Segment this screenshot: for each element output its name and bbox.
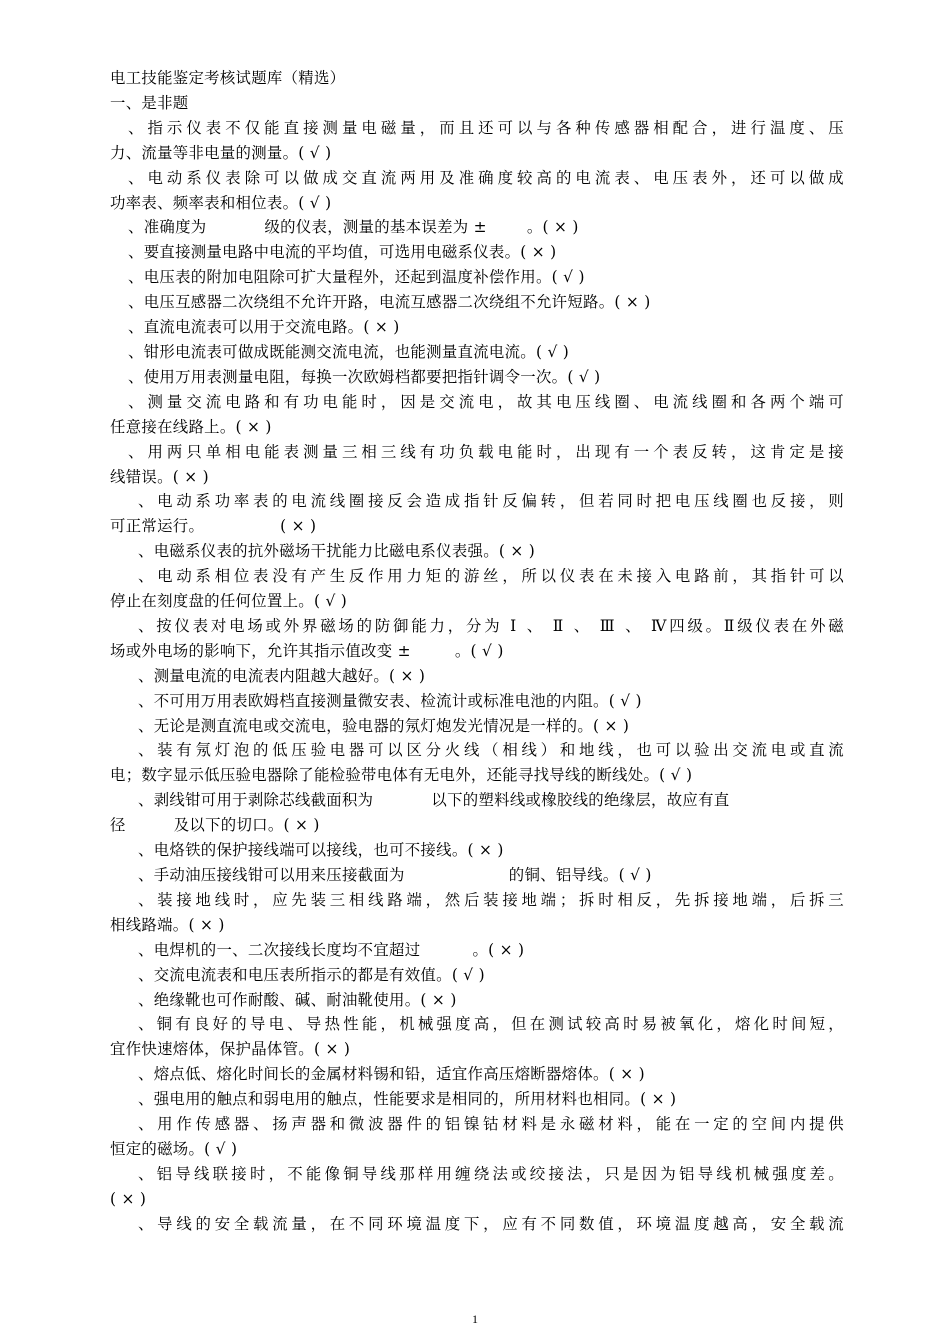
question-20-line-1 <box>110 788 844 813</box>
question-12-part-3: ( × ) <box>280 517 317 536</box>
question-22 <box>110 863 844 888</box>
question-8: 、钳形电流表可做成既能测交流电流，也能测量直流电流。( √ ) <box>128 342 570 361</box>
document-title: 电工技能鉴定考核试题库（精选） <box>110 69 346 87</box>
question-18: 、无论是测直流电或交流电，验电器的氖灯炮发光情况是一样的。( × ) <box>138 716 630 735</box>
question-16: 、测量电流的电流表内阻越大越好。( × ) <box>138 666 426 685</box>
question-15-part-3: 。( √ ) <box>454 641 504 660</box>
question-23-line-1: 、装接地线时，应先装三相线路端，然后装接地端；拆时相反，先拆接地端，后拆三 <box>138 890 844 909</box>
question-29: 、强电用的触点和弱电用的触点，性能要求是相同的，所用材料也相同。( × ) <box>138 1090 677 1109</box>
question-2-line-1: 、电动系仪表除可以做成交直流两用及准确度较高的电流表、电压表外，还可以做成 <box>128 168 844 187</box>
question-14-line-1: 、电动系相位表没有产生反作用力矩的游丝，所以仪表在未接入电路前，其指针可以 <box>138 567 844 586</box>
question-5: 、电压表的附加电阻除可扩大量程外，还起到温度补偿作用。( √ ) <box>128 268 585 287</box>
question-19-line-2: 电；数字显示低压验电器除了能检验带电体有无电外，还能寻找导线的断线处。( √ ) <box>110 766 693 785</box>
question-20-part-4: 及以下的切口。( × ) <box>173 816 320 835</box>
question-23-line-2: 相线路端。( × ) <box>110 915 225 934</box>
question-15-line-2 <box>110 639 844 664</box>
question-30-line-1: 、用作传感器、扬声器和微波器件的铝镍钴材料是永磁材料，能在一定的空间内提供 <box>138 1115 844 1134</box>
question-30-line-2: 恒定的磁场。( √ ) <box>110 1139 238 1158</box>
question-26: 、绝缘靴也可作耐酸、碱、耐油靴使用。( × ) <box>138 990 457 1009</box>
question-27-line-1: 、铜有良好的导电、导热性能，机械强度高，但在测试较高时易被氧化，熔化时间短， <box>138 1015 844 1034</box>
question-9: 、使用万用表测量电阻，每换一次欧姆档都要把指针调令一次。( √ ) <box>128 367 601 386</box>
question-19-line-1: 、装有氖灯泡的低压验电器可以区分火线（相线）和地线，也可以验出交流电或直流 <box>138 741 844 760</box>
question-12-part-2: 可正常运行。 <box>110 517 205 536</box>
question-20-part-1: 、剥线钳可用于剥除芯线截面积为 <box>138 791 374 810</box>
question-24-part-2: 。( × ) <box>472 940 525 959</box>
question-20-part-2: 以下的塑料线或橡胶线的绝缘层，故应有直 <box>431 791 730 810</box>
question-22-part-2: 的铜、铝导线。( √ ) <box>508 866 652 884</box>
section-heading: 一、是非题 <box>110 93 189 112</box>
question-4: 、要直接测量电路中电流的平均值，可选用电磁系仪表。( × ) <box>128 243 557 262</box>
question-22-part-1: 、手动油压接线钳可以用来压接截面为 <box>138 866 405 884</box>
question-1-line-1: 、指示仪表不仅能直接测量电磁量，而且还可以与各种传感器相配合，进行温度、压 <box>128 118 844 137</box>
question-3-part-3: 。( × ) <box>526 218 579 237</box>
document-body <box>110 66 844 1237</box>
question-11-line-2: 线错误。( × ) <box>110 467 209 486</box>
question-24-part-1: 、电焊机的一、二次接线长度均不宜超过 <box>138 940 421 959</box>
question-17: 、不可用万用表欧姆档直接测量微安表、检流计或标准电池的内阻。( √ ) <box>138 691 642 710</box>
question-12-line-1: 、电动系功率表的电流线圈接反会造成指针反偏转，但若同时把电压线圈也反接，则 <box>138 492 844 511</box>
question-3-part-1: 、准确度为 <box>128 218 207 237</box>
question-25: 、交流电流表和电压表所指示的都是有效值。( √ ) <box>138 965 485 984</box>
question-7: 、直流电流表可以用于交流电路。( × ) <box>128 318 400 337</box>
question-31-line-2: ( × ) <box>110 1189 147 1208</box>
question-1-line-2: 力、流量等非电量的测量。( √ ) <box>110 143 332 162</box>
question-14-line-2: 停止在刻度盘的任何位置上。( √ ) <box>110 592 348 611</box>
question-3-part-2: 级的仪表，测量的基本误差为 ± <box>264 218 487 237</box>
question-10-line-2: 任意接在线路上。( × ) <box>110 417 272 436</box>
question-20-line-2 <box>110 813 844 838</box>
question-15-line-1: 、按仪表对电场或外界磁场的防御能力，分为 Ⅰ 、 Ⅱ 、 Ⅲ 、 Ⅳ四级。Ⅱ级仪表在外磁 <box>138 616 844 635</box>
question-10-line-1: 、测量交流电路和有功电能时，因是交流电，故其电压线圈、电流线圈和各两个端可 <box>128 392 844 411</box>
question-21: 、电烙铁的保护接线端可以接线，也可不接线。( × ) <box>138 841 504 860</box>
question-6: 、电压互感器二次绕组不允许开路，电流互感器二次绕组不允许短路。( × ) <box>128 293 651 312</box>
question-11-line-1: 、用两只单相电能表测量三相三线有功负载电能时，出现有一个表反转，这肯定是接 <box>128 442 844 461</box>
question-15-part-2: 场或外电场的影响下，允许其指示值改变 ± <box>110 641 411 660</box>
question-24 <box>110 938 844 963</box>
page-number: 1 <box>472 1312 478 1326</box>
question-28: 、熔点低、熔化时间长的金属材料锡和铅，适宜作高压熔断器熔体。( × ) <box>138 1065 645 1084</box>
question-20-part-3: 径 <box>110 816 126 835</box>
question-13: 、电磁系仪表的抗外磁场干扰能力比磁电系仪表强。( × ) <box>138 542 536 561</box>
question-3 <box>110 215 844 240</box>
question-27-line-2: 宜作快速熔体，保护晶体管。( × ) <box>110 1040 351 1059</box>
question-2-line-2: 功率表、频率表和相位表。( √ ) <box>110 193 332 212</box>
question-12-line-2 <box>110 514 844 539</box>
question-32-line-1: 、导线的安全载流量，在不同环境温度下，应有不同数值，环境温度越高，安全载流 <box>138 1214 844 1233</box>
question-31-line-1: 、铝导线联接时，不能像铜导线那样用缠绕法或绞接法，只是因为铝导线机械强度差。 <box>138 1164 844 1183</box>
